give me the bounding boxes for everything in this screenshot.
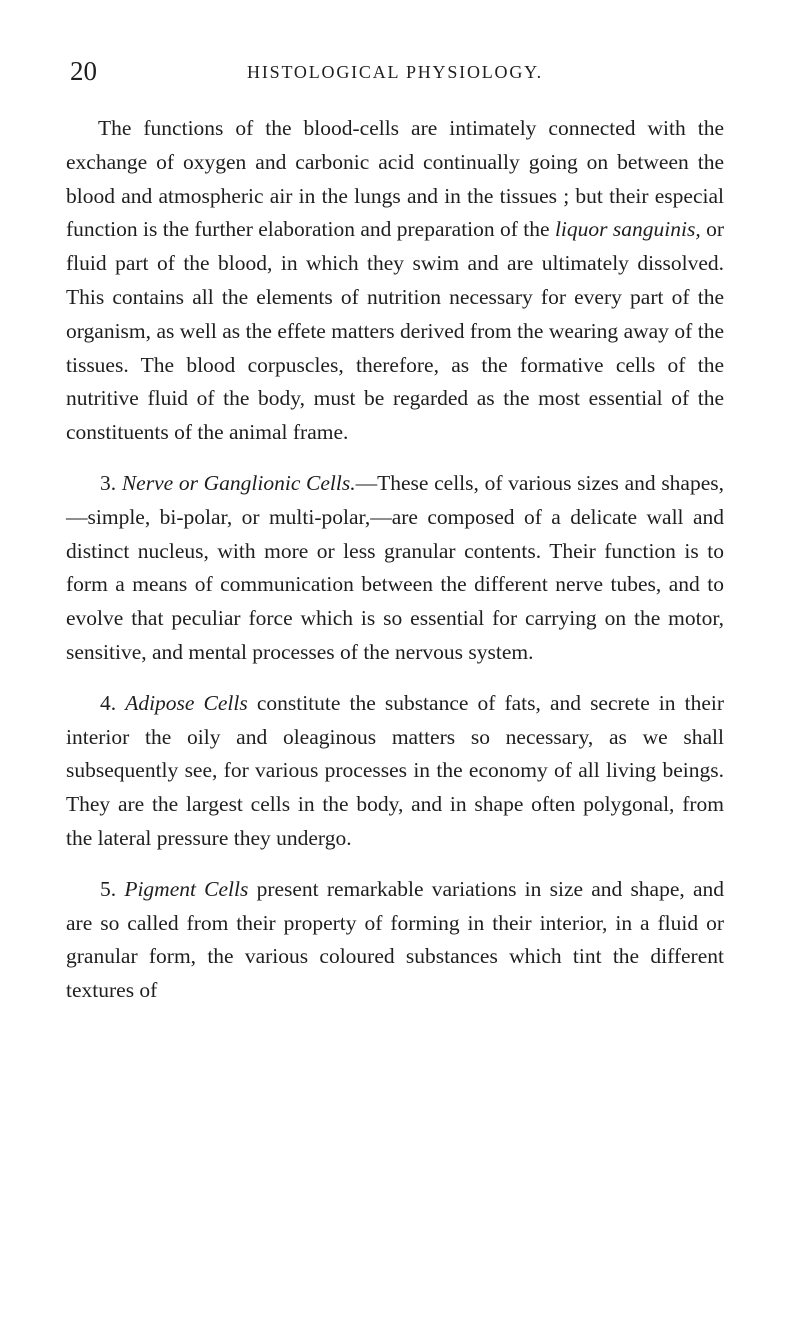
section-heading: Adipose Cells (125, 690, 248, 715)
paragraph-text: present remarkable variations in size and shape, and are so called from their property of forming in their interior, in a fluid or granular form, the various coloured substances which tint the different textures of (66, 876, 725, 1003)
paragraph-blood-cells (66, 112, 724, 450)
paragraph-text: constitute the substance of fats, and secrete in their interior the oily and oleaginous matters so necessary, as we shall subsequently see, for various processes in the economy of all living beings. They are the largest cells in the body, and in shape often polygonal, from the lateral pressure they undergo. (66, 690, 725, 850)
paragraph-text: —These cells, of various sizes and shapes,—simple, bi-polar, or multi-polar,—are composed of a delicate wall and distinct nucleus, with more or less granular contents. Their function is to form a means of communication between the different nerve tubes, and to evolve that peculiar force which is so essential for carrying on the motor, sensitive, and mental processes of the nervous system. (66, 470, 725, 664)
section-heading: Nerve or Ganglionic Cells. (121, 470, 356, 495)
section-heading: Pigment Cells (124, 876, 249, 901)
section-number: 5. (100, 876, 117, 901)
section-number: 3. (100, 470, 117, 495)
paragraph-text: The functions of the blood-cells are intimately connected with the exchange of oxygen and carbonic acid continually going on between the blood and atmospheric air in the lungs and in the tissues ; but their especial function is the further elaboration and preparation of the (66, 116, 724, 242)
paragraph-text: or fluid part of the blood, in which they swim and are ultimately dissolved. This contains all the elements of nutrition necessary for every part of the organism, as well as the effete matters derived from the wearing away of the tissues. The blood corpuscles, therefore, as the formative cells of the nutritive fluid of the body, must be regarded as the most essential of the constituents of the animal frame. (66, 217, 724, 445)
page-header (70, 52, 720, 92)
page-number: 20 (70, 56, 97, 86)
paragraph-adipose-cells (66, 687, 724, 856)
paragraph-pigment-cells (66, 873, 724, 1008)
section-number: 4. (100, 690, 117, 715)
latin-term: liquor sanguinis, (554, 217, 701, 242)
paragraph-nerve-cells (66, 467, 724, 670)
body-text (66, 112, 724, 1008)
running-head: HISTOLOGICAL PHYSIOLOGY. (247, 62, 543, 82)
